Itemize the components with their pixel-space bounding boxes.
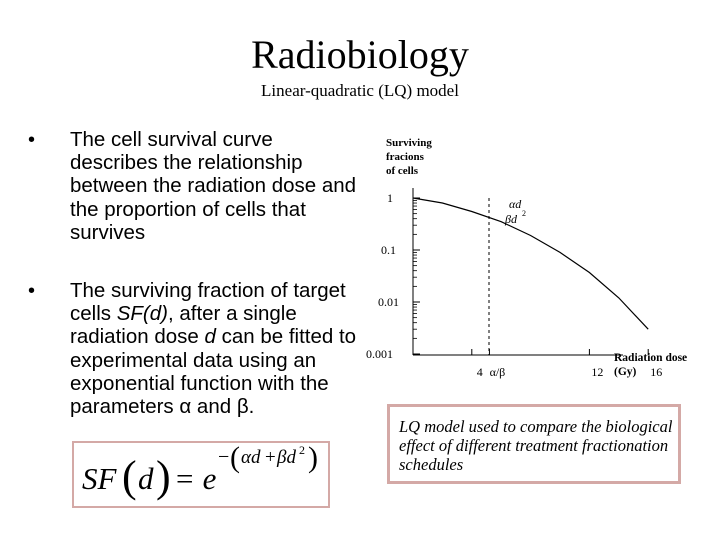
x-tick-label: 16: [650, 365, 663, 379]
y-tick-label: 0.01: [378, 295, 399, 309]
slide-subtitle: Linear-quadratic (LQ) model: [261, 81, 459, 100]
slide-title: Radiobiology: [251, 32, 469, 77]
x-tick-label: α/β: [489, 365, 506, 379]
formula-paren-right: ): [156, 452, 171, 501]
formula-sf: SF: [82, 461, 117, 496]
formula-d: d: [138, 461, 154, 496]
survival-curve-line: [413, 198, 648, 329]
y-tick-label: 0.1: [381, 243, 396, 257]
formula-exp-alpha: αd: [241, 447, 261, 468]
bullet-text-part: The surviving fraction of target cells: [70, 279, 346, 326]
chart-ylabel-line1: Surviving: [386, 137, 432, 149]
chart-xlabel-line2: (Gy): [614, 366, 637, 378]
bullet-marker: •: [28, 280, 36, 302]
survival-curve-chart: [355, 130, 700, 385]
bullet-marker: •: [28, 129, 36, 151]
caption-text: LQ model used to compare the biological effect of different treatment fractionation schedules: [399, 417, 673, 474]
chart-xlabel-line1: Radiation dose: [614, 352, 688, 364]
bullet-surviving-fraction: [70, 279, 360, 418]
bullet-text-sfd: SF(d): [116, 302, 168, 326]
formula-exp-beta: βd: [277, 447, 296, 468]
formula-exp-paren-right: ): [308, 441, 318, 474]
formula-exp-paren-left: (: [230, 441, 240, 474]
annotation-beta-sq: 2: [522, 209, 526, 218]
bullet-text-d: d: [204, 325, 216, 349]
y-tick-label: 0.001: [366, 347, 393, 361]
formula-exp-minus: −: [218, 446, 230, 468]
chart-ylabel-line2: fracions: [386, 151, 424, 163]
chart-ylabel-line3: of cells: [386, 165, 419, 177]
formula-paren-left: (: [122, 452, 137, 501]
x-tick-label: 4: [476, 365, 483, 379]
annotation-alpha-d: αd: [509, 197, 522, 211]
y-ticks: [366, 191, 420, 361]
bullet-text-part: , after a single radiation dose: [70, 302, 297, 349]
bullet-text-part: can be fitted to experimental data using an exponential function with the parameters α and β.: [70, 325, 357, 419]
lq-formula: [72, 441, 330, 508]
formula-eq-e: = e: [174, 461, 217, 496]
x-tick-label: 12: [591, 365, 604, 379]
y-tick-label: 1: [387, 191, 393, 205]
bullet-survival-curve: The cell survival curve describes the relationship between the radiation dose and the proportion of cells that survives: [70, 128, 357, 244]
formula-exp-square: 2: [299, 443, 305, 457]
formula-exp-plus: +: [265, 447, 276, 468]
annotation-beta-d: βd: [505, 212, 517, 226]
